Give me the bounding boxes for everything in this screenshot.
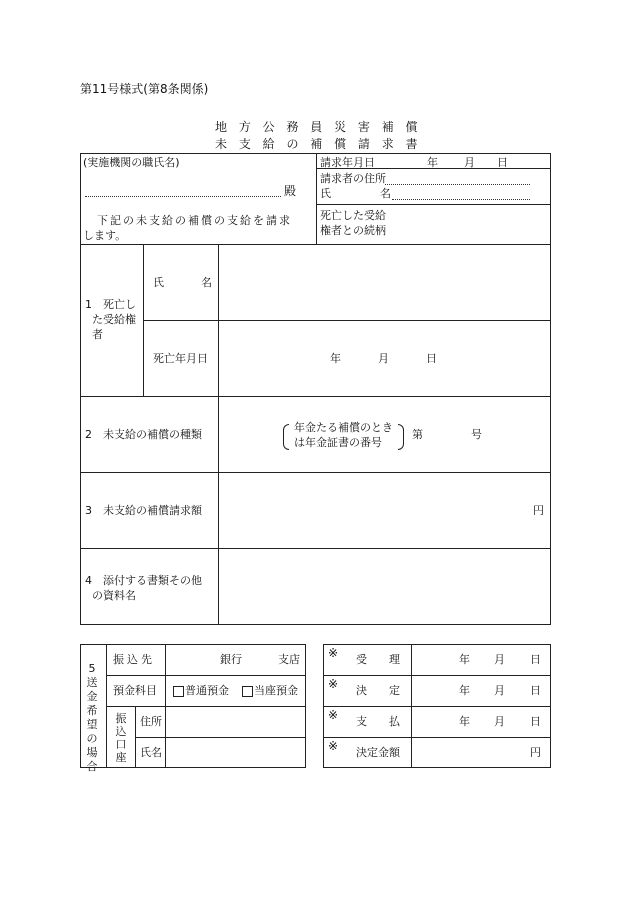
- left-brace-icon: [283, 424, 289, 450]
- dono-label: 殿: [284, 184, 297, 198]
- claim-amount-field[interactable]: [219, 473, 550, 548]
- bank-label: 銀行: [220, 653, 242, 666]
- received-year: 年: [459, 653, 470, 666]
- paid-month: 月: [494, 715, 505, 728]
- title-line-2: 未 支 給 の 補 償 請 求 書: [215, 137, 422, 151]
- account-name-label: 氏名: [140, 746, 162, 759]
- destination-label: 振込先: [113, 653, 155, 666]
- relationship-label-1: 死亡した受給: [320, 209, 386, 222]
- decided-day: 日: [530, 684, 541, 697]
- request-date-year: 年: [427, 156, 438, 169]
- received-day: 日: [530, 653, 541, 666]
- death-date-month: 月: [378, 352, 389, 365]
- section2-label: 2 未支給の補償の種類: [85, 428, 202, 441]
- deceased-name-label-1: 氏: [153, 276, 164, 289]
- section4-label-1: 4 添付する書類その他: [85, 574, 202, 587]
- current-checkbox[interactable]: [242, 686, 253, 697]
- paid-year: 年: [459, 715, 470, 728]
- request-text-2: します。: [83, 229, 127, 242]
- section1-label-2: た受給権: [92, 313, 136, 326]
- right-brace-icon: [398, 424, 404, 450]
- section2-note-1: 年金たる補償のとき: [294, 421, 393, 434]
- agency-label: (実施機関の職氏名): [83, 156, 180, 169]
- decided-label: 決 定: [356, 684, 400, 697]
- claimant-address-label: 請求者の住所: [320, 172, 386, 185]
- account-address-label: 住所: [140, 715, 162, 728]
- form-number: 第11号様式(第8条関係): [80, 82, 209, 96]
- section1-label-3: 者: [92, 328, 103, 341]
- relationship-label-2: 権者との続柄: [320, 224, 386, 237]
- current-label: 当座預金: [254, 684, 298, 697]
- attachments-field[interactable]: [219, 549, 550, 624]
- decided-amount-yen: 円: [530, 746, 541, 759]
- request-date-day: 日: [497, 156, 508, 169]
- section2-go: 号: [471, 428, 482, 441]
- death-date-year: 年: [330, 352, 341, 365]
- received-month: 月: [494, 653, 505, 666]
- paid-day: 日: [530, 715, 541, 728]
- death-date-day: 日: [426, 352, 437, 365]
- death-date-label: 死亡年月日: [153, 352, 208, 365]
- office-mark-1: ※: [328, 646, 339, 660]
- claimant-name-input[interactable]: [392, 199, 530, 200]
- request-date-label: 請求年月日: [320, 156, 375, 169]
- decided-year: 年: [459, 684, 470, 697]
- account-address-field[interactable]: [166, 707, 305, 737]
- office-mark-2: ※: [328, 677, 339, 691]
- request-text-1: 下記の未支給の補償の支給を請求: [97, 214, 292, 227]
- decided-amount-label: 決定金額: [356, 746, 400, 759]
- account-name-field[interactable]: [166, 738, 305, 767]
- request-date-month: 月: [464, 156, 475, 169]
- section1-label-1: 1 死亡し: [85, 298, 136, 311]
- title-line-1: 地 方 公 務 員 災 害 補 償: [215, 120, 422, 134]
- claimant-name-label-2: 名: [380, 187, 391, 200]
- branch-label: 支店: [278, 653, 300, 666]
- deceased-name-label-2: 名: [201, 276, 212, 289]
- section3-label: 3 未支給の補償請求額: [85, 504, 202, 517]
- deceased-name-field[interactable]: [219, 245, 550, 320]
- office-mark-4: ※: [328, 739, 339, 753]
- ordinary-checkbox[interactable]: [173, 686, 184, 697]
- office-mark-3: ※: [328, 708, 339, 722]
- decided-month: 月: [494, 684, 505, 697]
- section2-dai: 第: [412, 428, 423, 441]
- ordinary-label: 普通預金: [185, 684, 229, 697]
- account-type-label: 預金科目: [113, 684, 157, 697]
- transfer-vertical-label: 5送金希望の場合: [86, 662, 98, 773]
- section2-note-2: は年金証書の番号: [294, 436, 382, 449]
- account-vertical-label: 振込口座: [115, 712, 127, 764]
- received-label: 受 理: [356, 653, 400, 666]
- section4-label-2: の資料名: [92, 589, 136, 602]
- paid-label: 支 払: [356, 715, 400, 728]
- agency-input[interactable]: [85, 196, 281, 197]
- claimant-address-input[interactable]: [385, 184, 530, 185]
- section3-yen: 円: [533, 504, 544, 517]
- claimant-name-label-1: 氏: [320, 187, 331, 200]
